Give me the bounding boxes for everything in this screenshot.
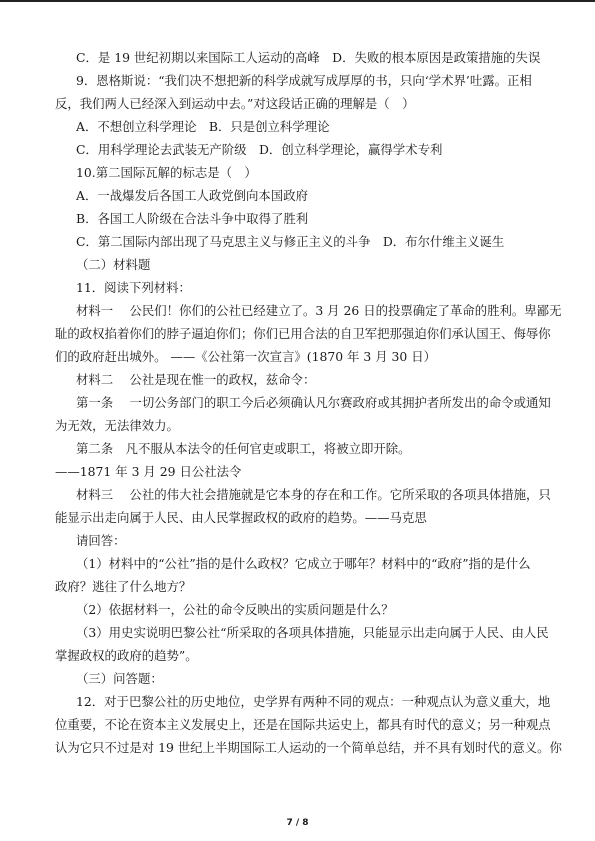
text-line: C．用科学理论去武装无产阶级 D．创立科学理论，赢得学术专利 — [76, 142, 443, 157]
text-line: 们的政府赶出城外。 ——《公社第一次宣言》(1870 年 3 月 30 日） — [55, 349, 437, 364]
text-line: 12．对于巴黎公社的历史地位，史学界有两种不同的观点：一种观点认为意义重大，地 — [76, 694, 551, 709]
text-line: 材料三 公社的伟大社会措施就是它本身的存在和工作。它所采取的各项具体措施，只 — [76, 487, 551, 502]
text-line: （2）依据材料一，公社的命令反映出的实质问题是什么？ — [76, 602, 394, 617]
text-line: ——1871 年 3 月 29 日公社法令 — [55, 464, 242, 479]
text-line: 耻的政权掐着你们的脖子逼迫你们；你们已用合法的自卫军把那强迫你们承认国王、侮辱你 — [55, 326, 551, 341]
text-line: 第二条 凡不服从本法令的任何官吏或职工，将被立即开除。 — [76, 441, 411, 456]
text-line: B．各国工人阶级在合法斗争中取得了胜利 — [76, 211, 309, 226]
text-line: 请回答： — [76, 533, 126, 548]
text-line: 为无效，无法律效力。 — [55, 418, 179, 433]
section-heading: （三）问答题： — [76, 671, 163, 686]
text-line: C．第二国际内部出现了马克思主义与修正主义的斗争 D．布尔什维主义诞生 — [76, 234, 505, 249]
text-line: C．是 19 世纪初期以来国际工人运动的高峰 D．失败的根本原因是政策措施的失误 — [76, 50, 541, 65]
page-number: 7 / 8 — [286, 818, 309, 828]
text-line: 11．阅读下列材料： — [76, 280, 191, 295]
text-line: A．一战爆发后各国工人政党倒向本国政府 — [76, 188, 308, 203]
section-heading: （二）材料题 — [76, 257, 151, 272]
text-line: 材料二 公社是现在惟一的政权，兹命令： — [76, 372, 316, 387]
text-line: 10.第二国际瓦解的标志是（ ） — [76, 165, 257, 180]
text-line: 反，我们两人已经深入到运动中去。”对这段话正确的理解是（ ） — [55, 96, 415, 111]
text-line: 位重要，不论在资本主义发展史上，还是在国际共运史上，都具有时代的意义；另一种观点 — [55, 717, 551, 732]
text-line: （1）材料中的“公社”指的是什么政权？它成立于哪年？材料中的“政府”指的是什么 — [76, 556, 531, 571]
text-line: A．不想创立科学理论 B．只是创立科学理论 — [76, 119, 330, 134]
text-line: 认为它只不过是对 19 世纪上半期国际工人运动的一个简单总结，并不具有划时代的意义。你 — [55, 740, 562, 755]
text-line: 掌握政权的政府的趋势”。 — [55, 648, 198, 663]
text-line: 9．恩格斯说：“我们决不想把新的科学成就写成厚厚的书，只向‘学术界’吐露。正相 — [76, 73, 532, 88]
text-line: （3）用史实说明巴黎公社“所采取的各项具体措施，只能显示出走向属于人民、由人民 — [76, 625, 549, 640]
text-line: 第一条 一切公务部门的职工今后必须确认凡尔赛政府或其拥护者所发出的命令或通知 — [76, 395, 551, 410]
top-rule — [0, 0, 595, 2]
text-line: 能显示出走向属于人民、由人民掌握政权的政府的趋势。——马克思 — [55, 510, 427, 525]
text-line: 政府？逃往了什么地方？ — [55, 579, 192, 594]
text-line: 材料一 公民们！你们的公社已经建立了。3 月 26 日的投票确定了革命的胜利。卑鄙无 — [76, 303, 562, 318]
